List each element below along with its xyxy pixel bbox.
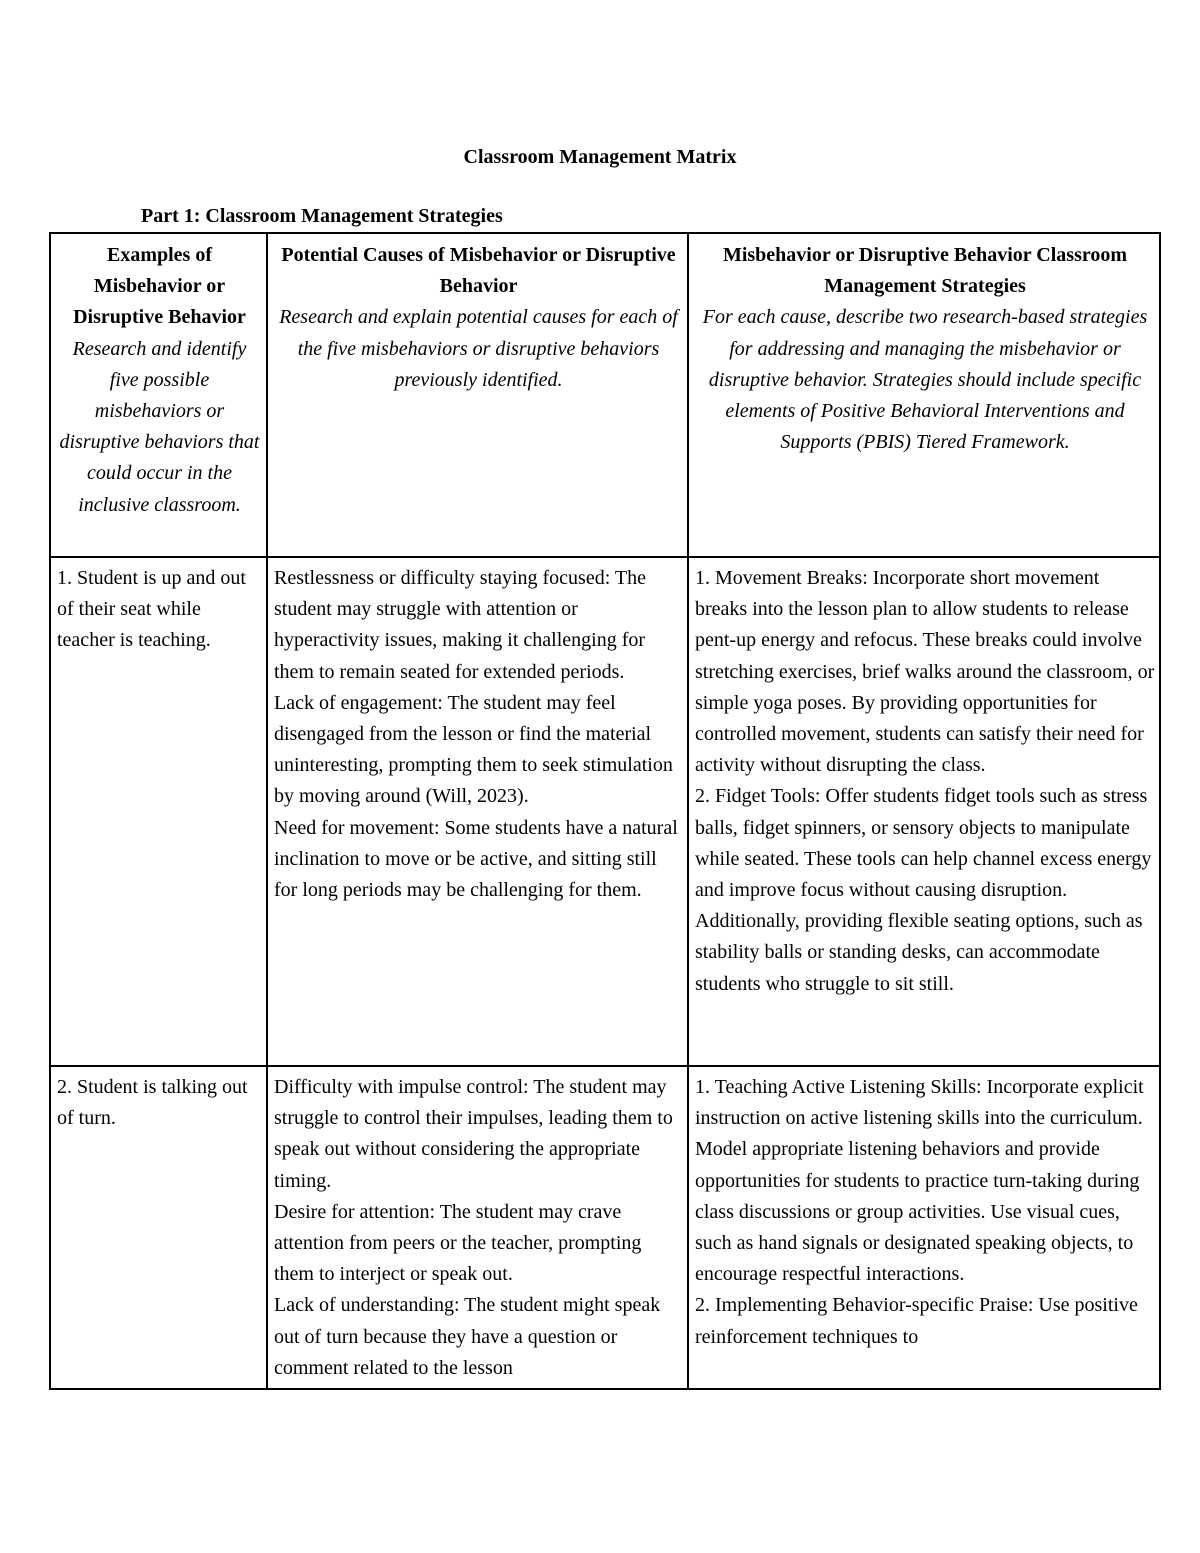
- strategy-item: 2. Implementing Behavior-specific Praise: Use positive reinforcement techniques to: [695, 1294, 1138, 1348]
- cause-item: Need for movement: Some students have a natural inclination to move or be active, and sitting still for long periods may be challenging for them.: [274, 816, 678, 902]
- strategy-item: 1. Movement Breaks: Incorporate short movement breaks into the lesson plan to allow students to release pent-up energy and refocus. These breaks could involve stretching exercises, brief walks around the classroom, or simple yoga poses. By providing opportunities for controlled movement, students can satisfy their need for activity without disrupting the class.: [695, 567, 1155, 777]
- strategies-cell: [688, 1066, 1160, 1389]
- cause-item: Lack of understanding: The student might speak out of turn because they have a question or comment related to the lesson: [274, 1294, 661, 1379]
- header-title-causes: Potential Causes of Misbehavior or Disruptive Behavior: [281, 244, 676, 298]
- cause-item: Difficulty with impulse control: The student may struggle to control their impulses, leading them to speak out without considering the appropriate timing.: [274, 1076, 673, 1192]
- table-row: [50, 557, 1160, 1066]
- behavior-cell: 1. Student is up and out of their seat while teacher is teaching.: [50, 557, 267, 1066]
- document-title: Classroom Management Matrix: [463, 146, 737, 168]
- classroom-management-matrix: [49, 232, 1161, 1390]
- header-row: [50, 233, 1160, 557]
- cause-item: Restlessness or difficulty staying focused: The student may struggle with attention or hyperactivity issues, making it challenging for them to remain seated for extended periods.: [274, 567, 646, 683]
- header-description-strategies: For each cause, describe two research-based strategies for addressing and managing the misbehavior or disruptive behavior. Strategies should include specific elements of Positive Behavioral Interventions and Supports (PBIS) Tiered Framework.: [702, 306, 1148, 454]
- header-cell-causes: [267, 233, 688, 557]
- behavior-cell: 2. Student is talking out of turn.: [50, 1066, 267, 1389]
- strategy-item: 2. Fidget Tools: Offer students fidget tools such as stress balls, fidget spinners, or sensory objects to manipulate while seated. These tools can help channel excess energy and improve focus without causing disruption. Additionally, providing flexible seating options, such as stability balls or standing desks, can accommodate students who struggle to sit still.: [695, 785, 1152, 995]
- table-row: [50, 1066, 1160, 1389]
- header-title-strategies: Misbehavior or Disruptive Behavior Classroom Management Strategies: [722, 244, 1128, 298]
- part-heading: Part 1: Classroom Management Strategies: [141, 205, 503, 227]
- strategies-cell: [688, 557, 1160, 1066]
- cause-item: Desire for attention: The student may crave attention from peers or the teacher, prompting them to interject or speak out.: [274, 1200, 642, 1286]
- header-cell-strategies: [688, 233, 1160, 557]
- causes-cell: [267, 557, 688, 1066]
- header-description-causes: Research and explain potential causes for each of the five misbehaviors or disruptive behaviors previously identified.: [279, 306, 678, 391]
- strategy-item: 1. Teaching Active Listening Skills: Incorporate explicit instruction on active listening skills into the curriculum. Model appropriate listening behaviors and provide opportunities for students to practice turn-taking during class discussions or group activities. Use visual cues, such as hand signals or designated speaking objects, to encourage respectful interactions.: [695, 1076, 1144, 1286]
- header-cell-behavior: [50, 233, 267, 557]
- causes-cell: [267, 1066, 688, 1389]
- header-description-behavior: Research and identify five possible misbehaviors or disruptive behaviors that could occur in the inclusive classroom.: [59, 337, 260, 516]
- cause-item: Lack of engagement: The student may feel disengaged from the lesson or find the material uninteresting, prompting them to seek stimulation by moving around (Will, 2023).: [274, 691, 673, 808]
- header-title-behavior: Examples of Misbehavior or Disruptive Behavior: [73, 244, 246, 329]
